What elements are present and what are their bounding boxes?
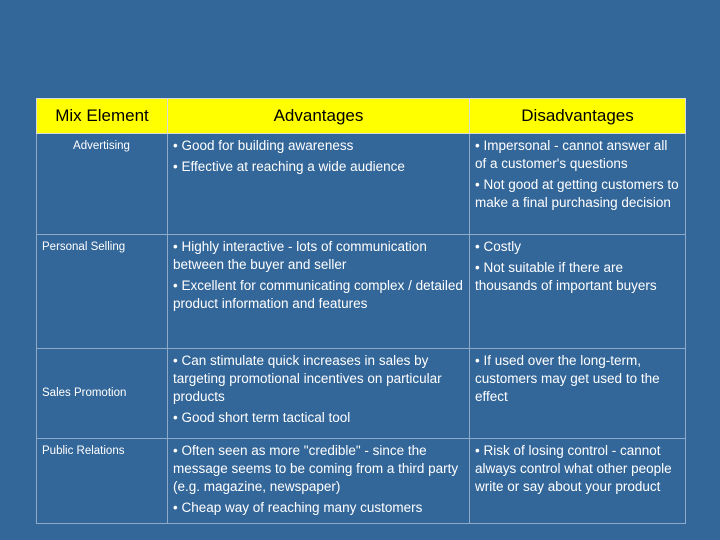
table-row [37,235,686,349]
header-advantages: Advantages [168,99,470,134]
bullet-text: • Impersonal - cannot answer all of a customer's questions [475,138,668,171]
bullet-text: • Costly [475,239,521,254]
table-row [37,134,686,235]
bullet-text: • Good short term tactical tool [173,410,351,425]
advantages-cell [168,235,470,349]
advantages-cell [168,134,470,235]
disadvantages-cell [470,134,686,235]
advantages-cell [168,439,470,524]
bullet-text: • Effective at reaching a wide audience [173,159,405,174]
disadvantages-cell [470,235,686,349]
header-disadvantages: Disadvantages [470,99,686,134]
bullet-text: • Not good at getting customers to make a final purchasing decision [475,177,679,210]
disadvantages-cell [470,349,686,439]
mix-element-advertising: Advertising [37,134,168,235]
disadvantages-cell [470,439,686,524]
mix-element-personal-selling: Personal Selling [37,235,168,349]
bullet-text: • Cheap way of reaching many customers [173,500,423,515]
bullet-text: • Often seen as more "credible" - since the message seems to be coming from a third party (e.g. magazine, newspaper) [173,443,459,494]
bullet-text: • Good for building awareness [173,138,354,153]
advantages-cell [168,349,470,439]
header-mix-element: Mix Element [37,99,168,134]
header-row [37,99,686,134]
promotion-mix-table [36,98,686,524]
bullet-text: • Not suitable if there are thousands of important buyers [475,260,657,293]
bullet-text: • Excellent for communicating complex / detailed product information and features [173,278,463,311]
bullet-text: • Can stimulate quick increases in sales by targeting promotional incentives on particular products [173,353,442,404]
bullet-text: • Risk of losing control - cannot always control what other people write or say about your product [475,443,672,494]
mix-element-public-relations: Public Relations [37,439,168,524]
bullet-text: • If used over the long-term, customers may get used to the effect [475,353,660,404]
table-row [37,349,686,439]
bullet-text: • Highly interactive - lots of communication between the buyer and seller [173,239,427,272]
table-row [37,439,686,524]
mix-element-sales-promotion: Sales Promotion [37,349,168,439]
